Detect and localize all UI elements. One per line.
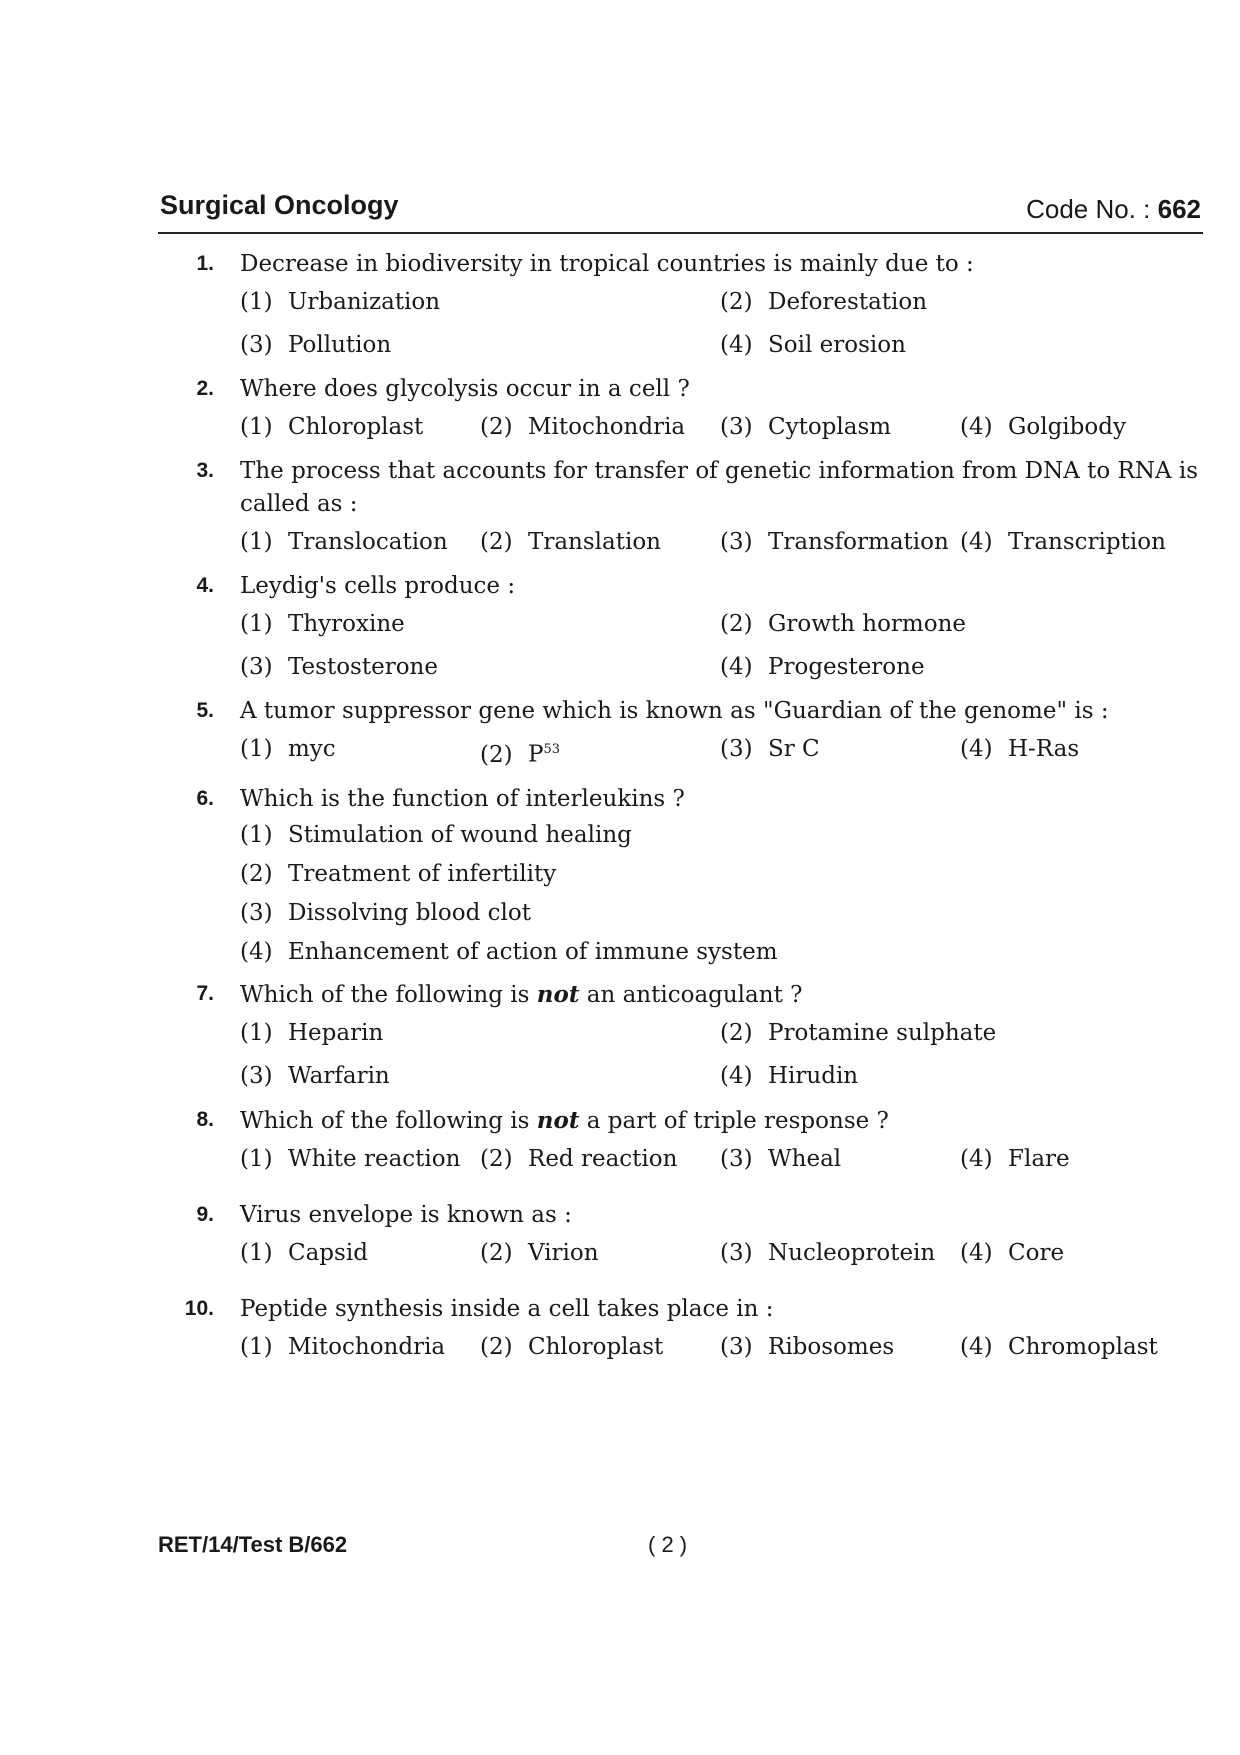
options: [240, 521, 1203, 564]
option-number: (3): [720, 736, 753, 762]
option-number: (4): [960, 1333, 993, 1360]
question-text: Peptide synthesis inside a cell takes place in :: [240, 1295, 774, 1322]
option-number: (3): [720, 1333, 753, 1360]
option-2: [720, 281, 1200, 324]
option-number: (1): [240, 1333, 273, 1360]
question-number: 9.: [196, 1202, 214, 1226]
option-number: (1): [240, 529, 273, 555]
question-number: 5.: [196, 699, 214, 722]
option-4: [720, 646, 1200, 689]
option-text: Virion: [528, 1239, 599, 1266]
option-text: Nucleoprotein: [768, 1239, 936, 1266]
option-text: Cytoplasm: [768, 414, 892, 440]
question-9: [158, 1199, 1203, 1275]
option-4: [960, 1138, 1203, 1181]
option-number: (4): [720, 1062, 753, 1089]
question-text: Which is the function of interleukins ?: [240, 785, 685, 812]
question-text-part: Which of the following is: [240, 1107, 537, 1134]
option-3: [720, 1232, 960, 1275]
options: [240, 1012, 1203, 1098]
question-10: [158, 1293, 1203, 1369]
option-text: Mitochondria: [288, 1333, 446, 1360]
option-text: Stimulation of wound healing: [288, 821, 632, 848]
page-header: [158, 188, 1203, 234]
option-1: [240, 1012, 720, 1055]
code-number: [1026, 194, 1201, 225]
options: [240, 406, 1203, 449]
question-number: 10.: [184, 1296, 214, 1320]
option-text: Deforestation: [768, 289, 928, 315]
option-text: Soil erosion: [768, 332, 906, 358]
option-text: Protamine sulphate: [768, 1019, 997, 1046]
question-number: 6.: [196, 786, 214, 810]
option-4: [720, 324, 1200, 367]
code-value: 662: [1157, 194, 1201, 224]
option-4: [960, 521, 1203, 564]
option-text: Warfarin: [288, 1062, 390, 1089]
option-text: Red reaction: [528, 1145, 678, 1172]
question-list: [158, 248, 1203, 1387]
option-3: [240, 646, 720, 689]
option-number: (2): [480, 741, 513, 768]
option-text: Chloroplast: [528, 1333, 664, 1360]
option-text: Transformation: [768, 529, 949, 555]
options: [240, 728, 1203, 777]
option-text: Enhancement of action of immune system: [288, 938, 778, 965]
option-text: Progesterone: [768, 654, 925, 680]
option-text: P: [528, 741, 544, 768]
question-number: 2.: [196, 377, 214, 400]
option-text: Capsid: [288, 1239, 368, 1266]
option-1: [240, 281, 720, 324]
option-1: [240, 1326, 480, 1369]
option-4: [960, 728, 1203, 777]
option-2: [480, 1232, 720, 1275]
question-text: [240, 978, 1203, 1012]
option-text: Pollution: [288, 332, 392, 358]
option-number: (3): [720, 1239, 753, 1266]
option-number: (2): [480, 414, 513, 440]
option-number: (3): [240, 899, 273, 926]
footer-test-code: RET/14/Test B/662: [158, 1532, 348, 1557]
option-4: [960, 1232, 1203, 1275]
options: [240, 816, 1203, 972]
option-number: (1): [240, 821, 273, 848]
option-text: Transcription: [1008, 529, 1166, 555]
option-text: Chloroplast: [288, 414, 424, 440]
option-number: (4): [960, 736, 993, 762]
question-text: Where does glycolysis occur in a cell ?: [240, 376, 690, 402]
option-text: Mitochondria: [528, 414, 686, 440]
option-3: [720, 728, 960, 777]
option-superscript: 53: [543, 742, 561, 757]
option-1: [240, 728, 480, 777]
option-number: (1): [240, 1239, 273, 1266]
option-number: (2): [240, 860, 273, 887]
options: [240, 1138, 1203, 1181]
question-1: [158, 248, 1203, 367]
option-text: Translocation: [288, 529, 448, 555]
question-text: Virus envelope is known as :: [240, 1201, 572, 1228]
options: [240, 281, 1203, 367]
option-3: [720, 521, 960, 564]
option-4: [960, 1326, 1203, 1369]
option-2: [480, 1138, 720, 1181]
option-number: (3): [720, 1145, 753, 1172]
option-3: [240, 894, 1203, 933]
question-number: 3.: [196, 459, 214, 482]
option-text: White reaction: [288, 1145, 461, 1172]
option-text: Testosterone: [288, 654, 438, 680]
option-1: [240, 406, 480, 449]
option-1: [240, 603, 720, 646]
option-1: [240, 521, 480, 564]
question-2: [158, 373, 1203, 449]
option-text: Thyroxine: [288, 611, 405, 637]
option-number: (4): [960, 414, 993, 440]
option-3: [240, 324, 720, 367]
question-number: 8.: [196, 1107, 214, 1131]
option-number: (4): [960, 529, 993, 555]
question-4: [158, 570, 1203, 689]
option-number: (1): [240, 289, 273, 315]
option-number: (2): [480, 529, 513, 555]
question-text: Decrease in biodiversity in tropical countries is mainly due to :: [240, 251, 974, 277]
option-number: (4): [960, 1145, 993, 1172]
question-number: 4.: [196, 574, 214, 597]
question-text: A tumor suppressor gene which is known as "Guardian of the genome" is :: [240, 698, 1109, 724]
option-text: Heparin: [288, 1019, 384, 1046]
options: [240, 1326, 1203, 1369]
option-number: (4): [240, 938, 273, 965]
question-text: The process that accounts for transfer of genetic information from DNA to RNA is called as :: [240, 458, 1199, 517]
option-text: Ribosomes: [768, 1333, 895, 1360]
option-number: (1): [240, 1145, 273, 1172]
option-1: [240, 1138, 480, 1181]
question-text: Leydig's cells produce :: [240, 573, 516, 599]
option-text: Core: [1008, 1239, 1065, 1266]
question-6: [158, 783, 1203, 972]
option-3: [720, 1138, 960, 1181]
question-7: [158, 978, 1203, 1098]
option-3: [720, 406, 960, 449]
question-text-part: a part of triple response ?: [579, 1107, 889, 1134]
option-number: (4): [720, 654, 753, 680]
options: [240, 1232, 1203, 1275]
option-number: (2): [720, 1019, 753, 1046]
option-number: (2): [480, 1239, 513, 1266]
question-3: [158, 455, 1203, 564]
subject-title: Surgical Oncology: [160, 190, 399, 220]
option-3: [720, 1326, 960, 1369]
option-text: Chromoplast: [1008, 1333, 1158, 1360]
question-number: 1.: [196, 252, 214, 275]
option-number: (1): [240, 414, 273, 440]
option-number: (3): [240, 332, 273, 358]
options: [240, 603, 1203, 689]
option-2: [480, 1326, 720, 1369]
option-number: (3): [720, 529, 753, 555]
option-1: [240, 1232, 480, 1275]
question-text-emphasis: not: [536, 1106, 580, 1134]
page-number: ( 2 ): [648, 1532, 688, 1557]
option-number: (3): [240, 654, 273, 680]
option-number: (1): [240, 736, 273, 762]
option-number: (2): [720, 611, 753, 637]
option-number: (4): [720, 332, 753, 358]
question-text-part: an anticoagulant ?: [579, 981, 803, 1008]
option-1: [240, 816, 1203, 855]
option-number: (2): [720, 289, 753, 315]
option-2: [480, 406, 720, 449]
option-text: Sr C: [768, 736, 820, 762]
option-number: (3): [240, 1062, 273, 1089]
question-8: [158, 1104, 1203, 1181]
option-number: (2): [480, 1145, 513, 1172]
option-number: (1): [240, 1019, 273, 1046]
option-2: [720, 603, 1200, 646]
question-number: 7.: [196, 981, 214, 1005]
option-2: [480, 521, 720, 564]
option-number: (2): [480, 1333, 513, 1360]
option-text: Golgibody: [1008, 414, 1126, 440]
question-text-emphasis: not: [536, 980, 580, 1008]
option-4: [240, 933, 1203, 972]
option-2: [720, 1012, 1200, 1055]
option-number: (3): [720, 414, 753, 440]
option-2: [480, 728, 720, 777]
question-text-part: Which of the following is: [240, 981, 537, 1008]
option-text: myc: [288, 736, 336, 762]
option-text: Flare: [1008, 1145, 1070, 1172]
option-4: [960, 406, 1203, 449]
option-text: Hirudin: [768, 1062, 859, 1089]
option-text: Treatment of infertility: [288, 860, 557, 887]
code-label: Code No. :: [1026, 194, 1151, 224]
option-text: Urbanization: [288, 289, 441, 315]
option-number: (4): [960, 1239, 993, 1266]
option-text: Wheal: [768, 1145, 842, 1172]
option-text: Growth hormone: [768, 611, 967, 637]
option-number: (1): [240, 611, 273, 637]
option-4: [720, 1055, 1200, 1098]
question-5: [158, 695, 1203, 777]
option-text: Dissolving blood clot: [288, 899, 531, 926]
option-2: [240, 855, 1203, 894]
option-3: [240, 1055, 720, 1098]
question-text: [240, 1104, 1203, 1138]
option-text: H-Ras: [1008, 736, 1080, 762]
option-text: Translation: [528, 529, 661, 555]
